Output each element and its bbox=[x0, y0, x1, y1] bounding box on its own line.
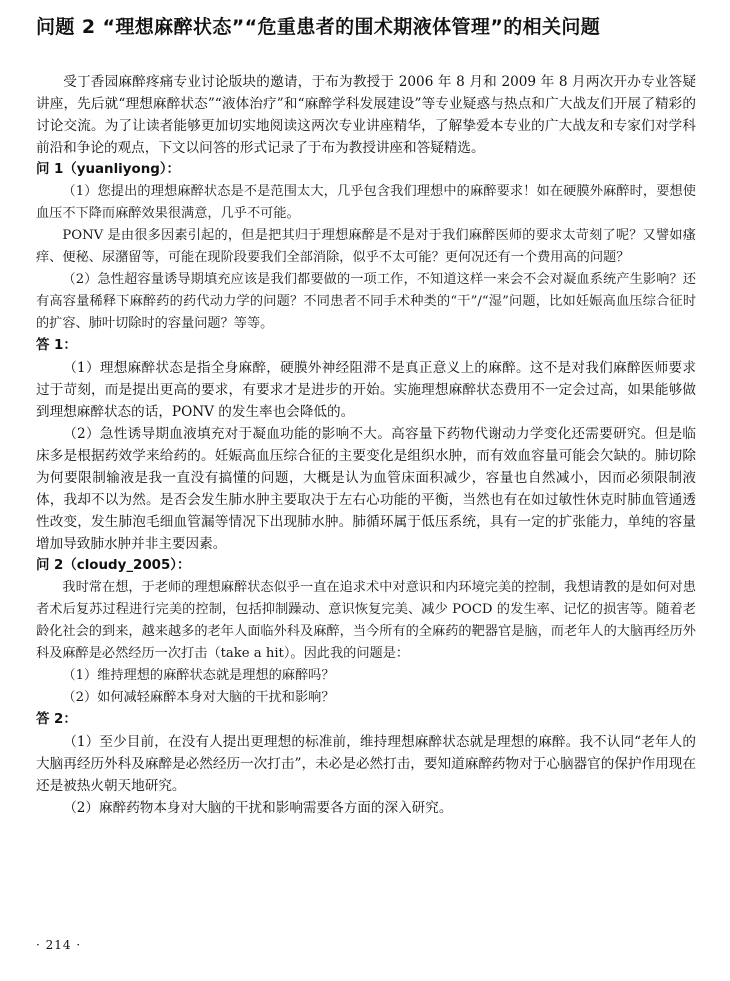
answer-1-heading: 答 1： bbox=[36, 338, 77, 353]
question-1-heading: 问 1（yuanliyong）： bbox=[36, 162, 180, 177]
question-1-paragraph: （1）您提出的理想麻醉状态是不是范围太大，几乎包含我们理想中的麻醉要求！如在硬膜外麻醉时，要想使血压不下降而麻醉效果很满意，几乎不可能。 bbox=[36, 184, 696, 221]
article-body bbox=[36, 71, 696, 819]
section-title: 问题 2 “理想麻醉状态”“危重患者的围术期液体管理”的相关问题 bbox=[36, 16, 601, 38]
question-2-paragraph: （1）维持理想的麻醉状态就是理想的麻醉吗？ bbox=[62, 668, 335, 683]
question-2-paragraph: 我时常在想，于老师的理想麻醉状态似乎一直在追求术中对意识和内环境完美的控制，我想请教的是如何对患者术后复苏过程进行完美的控制，包括抑制躁动、意识恢复完美、减少 POCD 的发生率、记忆的损害等。随着老龄化社会的到来，越来越多的老年人面临外科及麻醉，当今所有的全麻药的靶器官是脑，而老年人的大脑再经历外科及麻醉是必然经历一次打击（take a hit）。因此我的问题是： bbox=[36, 580, 696, 661]
answer-2-paragraph: （2）麻醉药物本身对大脑的干扰和影响需要各方面的深入研究。 bbox=[63, 800, 453, 816]
answer-1-paragraph: （2）急性诱导期血液填充对于凝血功能的影响不大。高容量下药物代谢动力学变化还需要研究。但是临床多是根据药效学来给药的。妊娠高血压综合征的主要变化是组织水肿，而有效血容量可能会欠缺的。肺切除为何要限制输液是我一直没有搞懂的问题，大概是认为血管床面积减少，容量也自然减小，因而必须限制液体，我却不以为然。是否会发生肺水肿主要取决于左右心功能的平衡，当然也有在如过敏性休克时肺血管通透性改变，发生肺泡毛细血管漏等情况下出现肺水肿。肺循环属于低压系统，具有一定的扩张能力，单纯的容量增加导致肺水肿并非主要因素。 bbox=[36, 426, 696, 552]
question-1-paragraph: PONV 是由很多因素引起的，但是把其归于理想麻醉是不是对于我们麻醉医师的要求太苛刻了呢？又譬如瘙痒、便秘、尿潴留等，可能在现阶段要我们全部消除，似乎不太可能？更何况还有一个费用高的问题？ bbox=[36, 228, 696, 265]
page-number: · 214 · bbox=[36, 938, 82, 952]
question-2-heading: 问 2（cloudy_2005）： bbox=[36, 558, 191, 573]
answer-2-heading: 答 2： bbox=[36, 712, 77, 727]
question-2-paragraph: （2）如何减轻麻醉本身对大脑的干扰和影响？ bbox=[62, 690, 335, 705]
answer-1-paragraph: （1）理想麻醉状态是指全身麻醉，硬膜外神经阻滞不是真正意义上的麻醉。这不是对我们麻醉医师要求过于苛刻，而是提出更高的要求，有要求才是进步的开始。实施理想麻醉状态费用不一定会过高，如果能够做到理想麻醉状态的话，PONV 的发生率也会降低的。 bbox=[36, 360, 696, 420]
answer-2-paragraph: （1）至少目前，在没有人提出更理想的标准前，维持理想麻醉状态就是理想的麻醉。我不认同“老年人的大脑再经历外科及麻醉是必然经历一次打击”，未必是必然打击，要知道麻醉药物对于心脑器官的保护作用现在还是被热火朝天地研究。 bbox=[36, 734, 696, 794]
question-1-paragraph: （2）急性超容量诱导期填充应该是我们都要做的一项工作，不知道这样一来会不会对凝血系统产生影响？还有高容量稀释下麻醉药的药代动力学的问题？不同患者不同手术种类的“干”/“湿”问题，比如妊娠高血压综合征时的扩容、肺叶切除时的容量问题？等等。 bbox=[36, 272, 696, 331]
intro-paragraph: 受丁香园麻醉疼痛专业讨论版块的邀请，于布为教授于 2006 年 8 月和 2009 年 8 月两次开办专业答疑讲座，先后就“理想麻醉状态”“液体治疗”和“麻醉学科发展建设”等专业疑惑与热点和广大战友们开展了精彩的讨论交流。为了让读者能够更加切实地阅读这两次专业讲座精华，了解挚爱本专业的广大战友和专家们对学科前沿和争论的观点，下文以问答的形式记录了于布为教授讲座和答疑精选。 bbox=[36, 74, 696, 156]
